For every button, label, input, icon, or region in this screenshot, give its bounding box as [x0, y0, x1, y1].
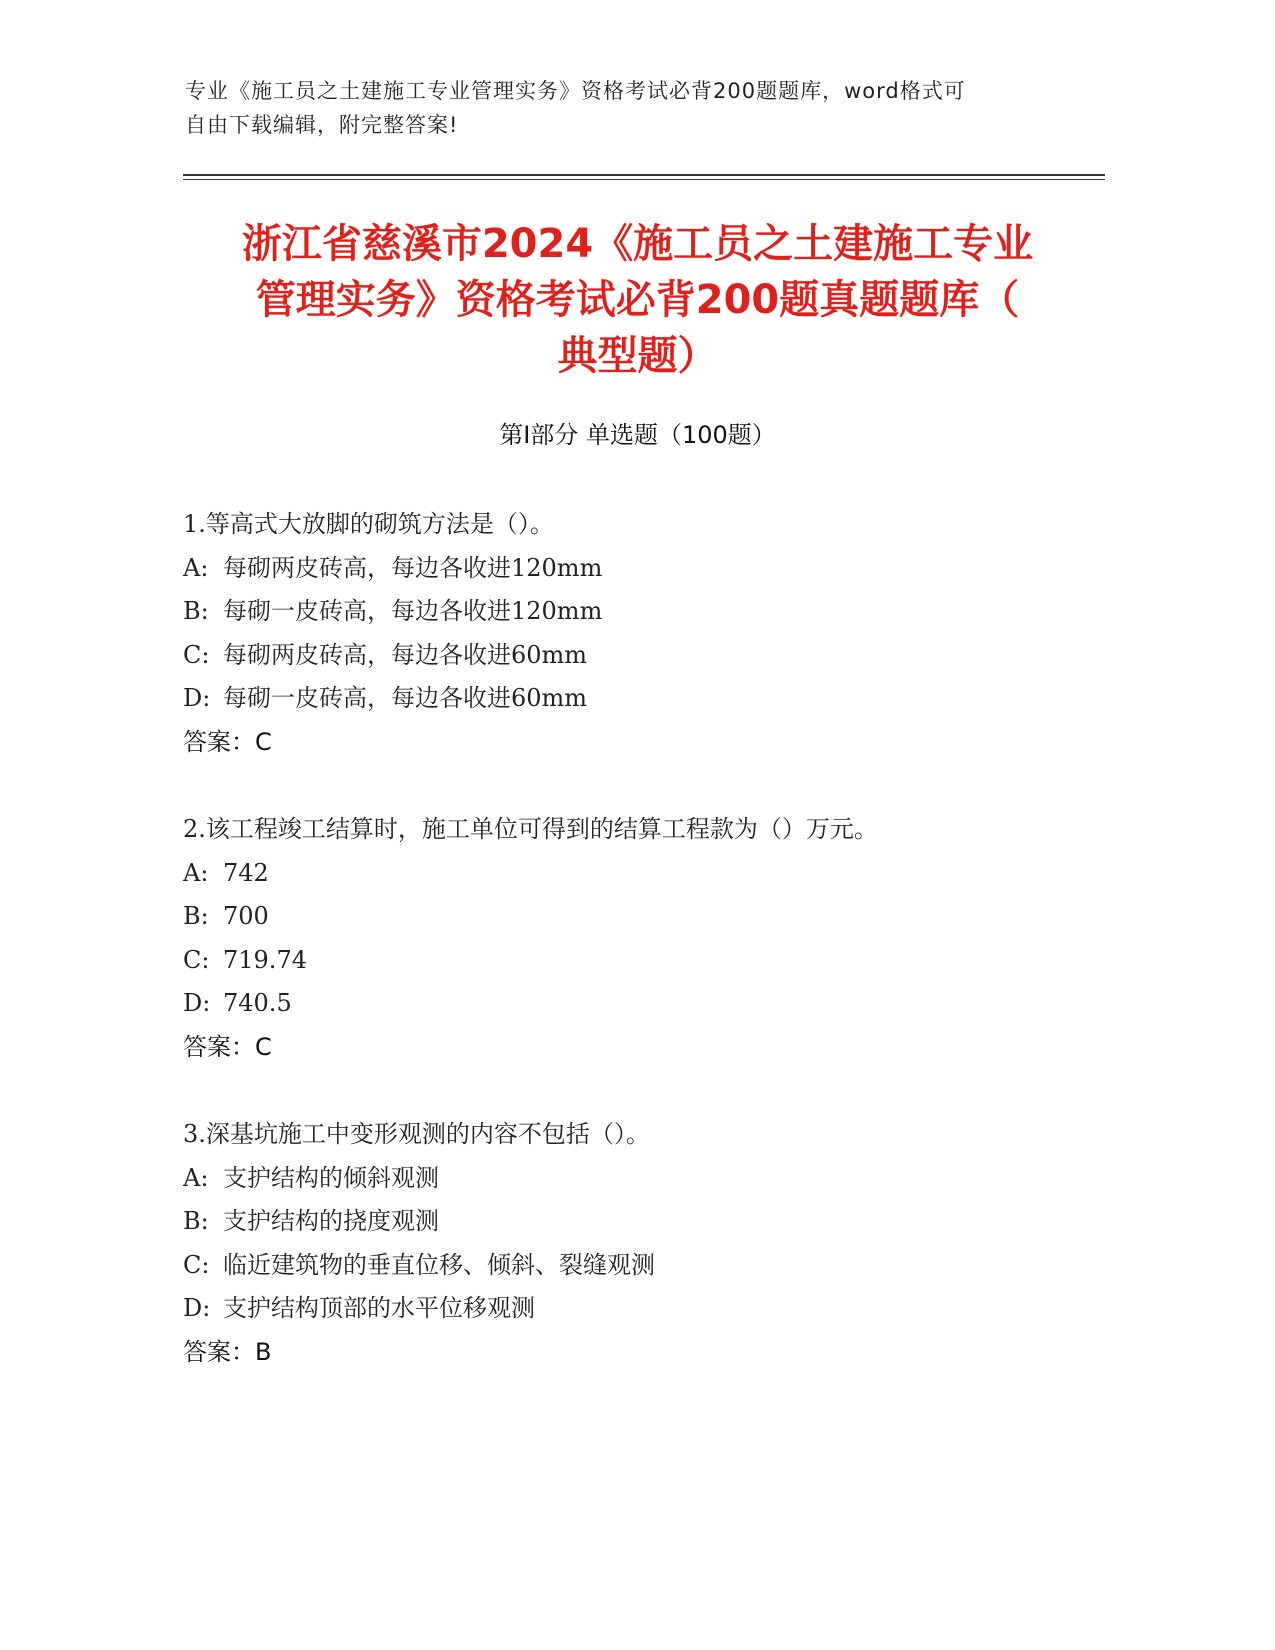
- document-title-line-2: 管理实务》资格考试必背200题真题题库（: [255, 277, 1020, 323]
- option-d: [183, 1287, 1083, 1331]
- option-text: 740.5: [223, 989, 292, 1017]
- option-key: C:: [183, 1250, 210, 1279]
- question-stem: 1.等高式大放脚的砌筑方法是（）。: [183, 510, 554, 538]
- option-key: C:: [183, 945, 210, 974]
- option-text: 支护结构的倾斜观测: [223, 1163, 439, 1192]
- option-a: [183, 547, 1083, 591]
- option-b: [183, 1200, 1083, 1244]
- document-title-line-1: 浙江省慈溪市2024《施工员之土建施工专业: [241, 221, 1034, 267]
- option-a: [183, 852, 1083, 896]
- option-c: [183, 1244, 1083, 1288]
- option-key: B:: [183, 902, 209, 930]
- option-text: 719.74: [223, 945, 307, 974]
- option-key: A:: [183, 553, 209, 582]
- option-key: A:: [183, 858, 209, 887]
- answer: 答案：C: [183, 727, 272, 756]
- option-key: D:: [183, 684, 211, 712]
- header-note-line-2: 自由下载编辑，附完整答案!: [185, 113, 459, 137]
- header-divider-top: [183, 174, 1105, 176]
- option-text: 支护结构顶部的水平位移观测: [223, 1294, 535, 1322]
- header-divider-bottom: [183, 179, 1105, 180]
- option-text: 742: [223, 858, 269, 887]
- header-note-line-1: 专业《施工员之土建施工专业管理实务》资格考试必背200题题库，word格式可: [185, 79, 966, 103]
- option-b: [183, 590, 1083, 634]
- question-1: [183, 503, 1083, 764]
- answer: 答案：C: [183, 1032, 272, 1061]
- answer: 答案：B: [183, 1337, 272, 1366]
- option-key: A:: [183, 1163, 209, 1192]
- header-note: [185, 74, 1065, 142]
- option-b: [183, 895, 1083, 939]
- question-3: [183, 1113, 1083, 1374]
- question-stem: 3.深基坑施工中变形观测的内容不包括（）。: [183, 1120, 650, 1148]
- option-text: 每砌一皮砖高，每边各收进120mm: [223, 597, 603, 625]
- option-text: 临近建筑物的垂直位移、倾斜、裂缝观测: [223, 1250, 655, 1279]
- option-a: [183, 1157, 1083, 1201]
- option-text: 700: [223, 902, 269, 930]
- option-key: B:: [183, 1207, 209, 1235]
- question-list: [183, 503, 1083, 1418]
- option-text: 每砌两皮砖高，每边各收进120mm: [223, 553, 603, 582]
- question-stem: 2.该工程竣工结算时，施工单位可得到的结算工程款为（）万元。: [183, 815, 878, 843]
- option-key: C:: [183, 640, 210, 669]
- document-title: [185, 216, 1090, 384]
- option-key: D:: [183, 989, 211, 1017]
- option-d: [183, 677, 1083, 721]
- document-title-line-3: 典型题）: [557, 333, 718, 379]
- option-text: 支护结构的挠度观测: [223, 1207, 439, 1235]
- option-c: [183, 939, 1083, 983]
- question-2: [183, 808, 1083, 1069]
- option-text: 每砌两皮砖高，每边各收进60mm: [223, 640, 588, 669]
- option-text: 每砌一皮砖高，每边各收进60mm: [223, 684, 588, 712]
- option-d: [183, 982, 1083, 1026]
- option-key: B:: [183, 597, 209, 625]
- option-c: [183, 634, 1083, 678]
- section-title: 第Ⅰ部分 单选题（100题）: [499, 421, 776, 449]
- option-key: D:: [183, 1294, 211, 1322]
